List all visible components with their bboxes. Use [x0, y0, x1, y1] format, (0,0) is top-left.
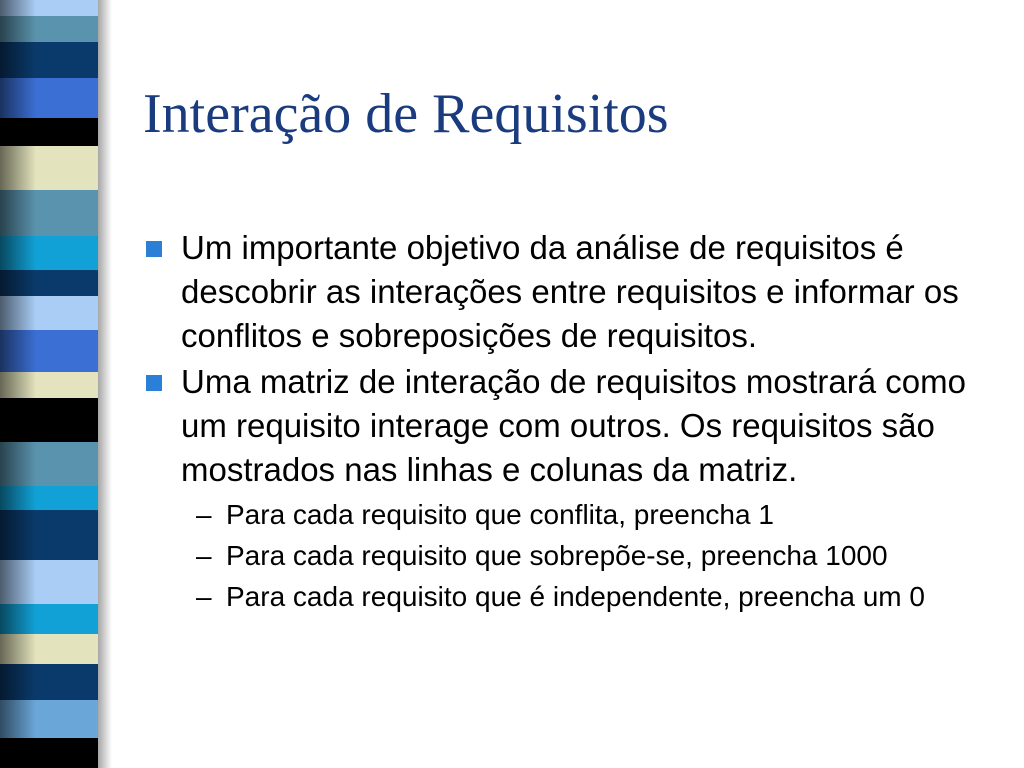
dash-icon: –	[196, 540, 212, 571]
stripe-shadow	[98, 0, 112, 768]
sub-bullet-text: Para cada requisito que é independente, preencha um 0	[226, 581, 925, 612]
sub-bullet-item	[143, 537, 1003, 574]
slide-content	[143, 226, 1003, 615]
sub-bullet-text: Para cada requisito que conflita, preencha 1	[226, 499, 774, 530]
sub-bullet-item	[143, 496, 1003, 533]
bullet-text: Uma matriz de interação de requisitos mostrará como um requisito interage com outros. Os requisitos são mostrados nas linhas e colunas da matriz.	[181, 363, 966, 488]
bullet-item	[143, 226, 1003, 358]
square-bullet-icon	[146, 241, 162, 257]
bullet-item	[143, 360, 1003, 492]
square-bullet-icon	[146, 375, 162, 391]
dash-icon: –	[196, 581, 212, 612]
slide-title: Interação de Requisitos	[143, 83, 669, 145]
decorative-stripe	[0, 0, 98, 768]
dash-icon: –	[196, 499, 212, 530]
sub-bullet-text: Para cada requisito que sobrepõe-se, preencha 1000	[226, 540, 888, 571]
stripe-edge	[0, 0, 36, 768]
sub-bullet-item	[143, 578, 1003, 615]
bullet-text: Um importante objetivo da análise de requisitos é descobrir as interações entre requisitos e informar os conflitos e sobreposições de requisitos.	[181, 229, 959, 354]
